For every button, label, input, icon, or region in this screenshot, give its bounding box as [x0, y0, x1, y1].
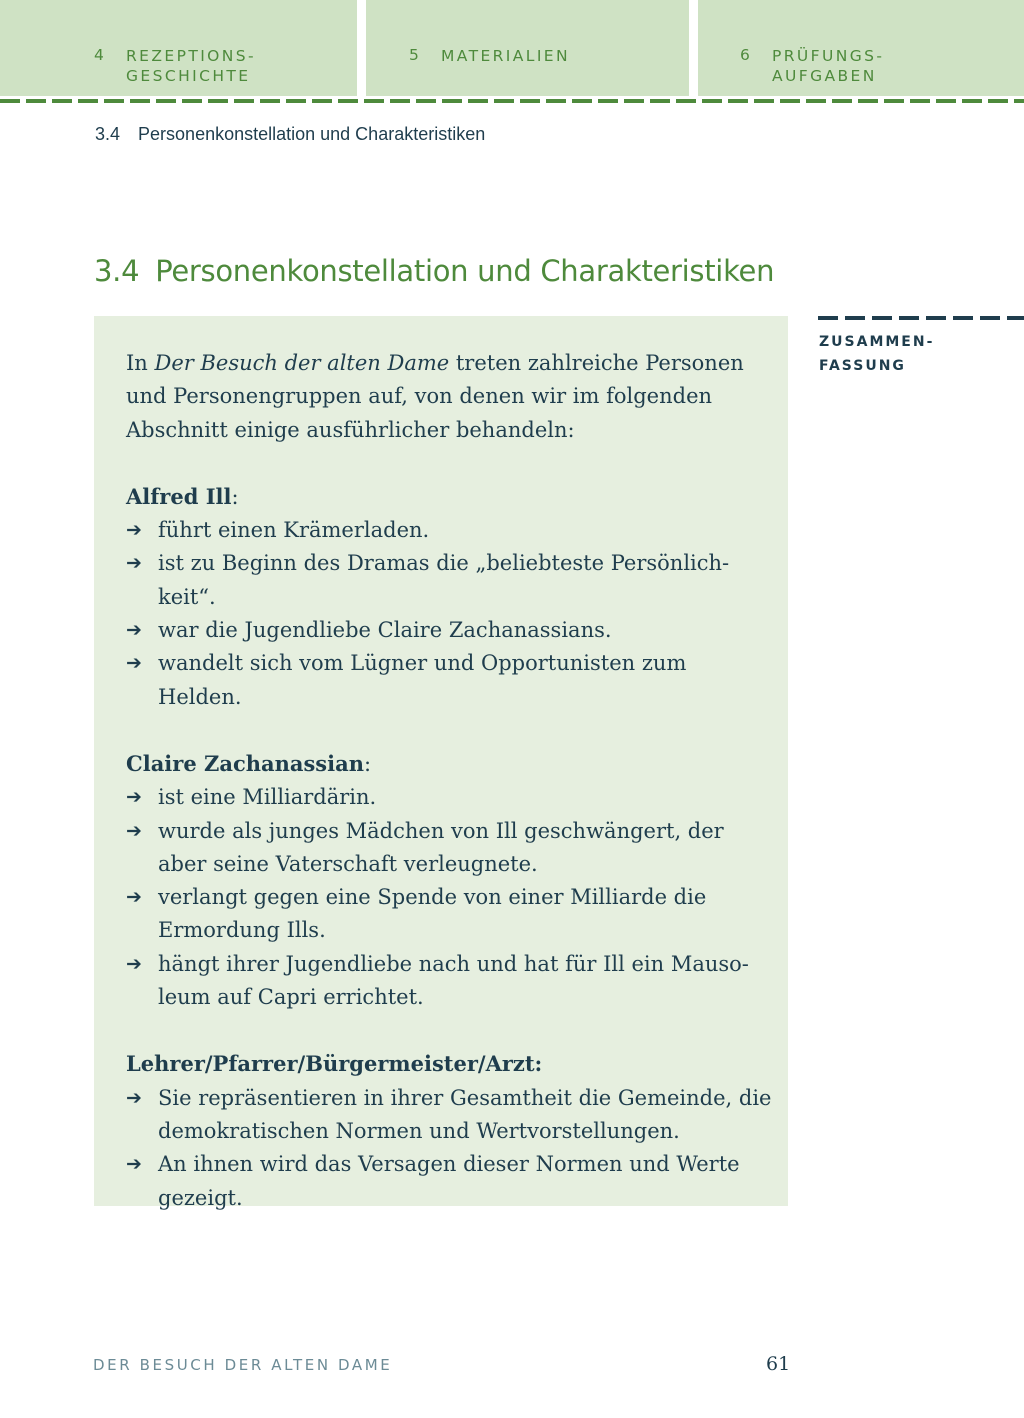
list-item — [126, 948, 776, 1015]
tab-rezeptionsgeschichte[interactable] — [0, 0, 357, 96]
intro-prefix: In — [126, 351, 155, 375]
intro-text: treten zahlreiche Personen und Personengruppen auf, von denen wir im folgenden Abschnitt einige ausführlicher behandeln: — [126, 351, 744, 442]
list-item-text: ist zu Beginn des Dramas die „beliebteste Persönlich-keit“. — [158, 551, 730, 609]
group-heading — [126, 1047, 776, 1081]
tab-label-line: MATERIALIEN — [441, 47, 570, 65]
side-dashed-divider — [818, 316, 1024, 320]
list-item — [126, 614, 776, 647]
list-item — [126, 514, 776, 547]
list-item — [126, 1148, 776, 1215]
arrow-icon: ➔ — [126, 652, 142, 675]
tab-label — [126, 46, 256, 86]
arrow-icon: ➔ — [126, 1086, 142, 1109]
group-list — [126, 781, 776, 1014]
chapter-tabs — [0, 0, 1024, 96]
tab-pruefungsaufgaben[interactable] — [698, 0, 1024, 96]
list-item — [126, 547, 776, 614]
tab-label-line: GESCHICHTE — [126, 67, 251, 85]
footer-book-title: DER BESUCH DER ALTEN DAME — [93, 1356, 393, 1374]
section-number: 3.4 — [94, 254, 140, 288]
arrow-icon: ➔ — [126, 786, 142, 809]
group-list — [126, 1082, 776, 1215]
section-title — [94, 254, 774, 288]
group-heading — [126, 747, 776, 781]
list-item — [126, 781, 776, 814]
list-item — [126, 1082, 776, 1149]
list-item-text: wurde als junges Mädchen von Ill geschwängert, der aber seine Vaterschaft verleugnete. — [158, 818, 724, 876]
arrow-icon: ➔ — [126, 952, 142, 975]
running-head-title: Personenkonstellation und Charakteristiken — [138, 124, 486, 144]
group-name: Alfred Ill — [126, 483, 232, 509]
arrow-icon: ➔ — [126, 1153, 142, 1176]
list-item — [126, 647, 776, 714]
tab-label-line: PRÜFUNGS- — [772, 47, 885, 65]
margin-label-line: ZUSAMMEN- — [819, 334, 935, 350]
list-item-text: An ihnen wird das Versagen dieser Normen und Werte gezeigt. — [158, 1152, 740, 1210]
group-heading — [126, 480, 776, 514]
page-number: 61 — [766, 1353, 791, 1375]
running-head — [95, 124, 485, 145]
tab-label-line: REZEPTIONS- — [126, 47, 256, 65]
list-item-text: Sie repräsentieren in ihrer Gesamtheit die Gemeinde, die demokratischen Normen und Wertvorstellungen. — [158, 1085, 772, 1143]
arrow-icon: ➔ — [126, 552, 142, 575]
section-title-text: Personenkonstellation und Charakteristiken — [155, 254, 775, 288]
margin-label-line: FASSUNG — [819, 358, 906, 374]
list-item — [126, 881, 776, 948]
list-item-text: führt einen Krämerladen. — [158, 518, 430, 543]
arrow-icon: ➔ — [126, 619, 142, 642]
arrow-icon: ➔ — [126, 519, 142, 542]
arrow-icon: ➔ — [126, 819, 142, 842]
group-list — [126, 514, 776, 714]
running-head-number: 3.4 — [95, 124, 121, 144]
list-item-text: war die Jugendliebe Claire Zachanassians. — [158, 618, 612, 643]
list-item-text: verlangt gegen eine Spende von einer Milliarde die Ermordung Ills. — [158, 885, 707, 943]
tab-number: 4 — [94, 46, 107, 64]
margin-label — [819, 330, 934, 378]
intro-paragraph — [126, 347, 776, 447]
tab-label — [441, 46, 570, 66]
group-colon: : — [363, 751, 372, 776]
list-item-text: ist eine Milliardärin. — [158, 785, 377, 810]
dashed-divider — [0, 99, 1024, 103]
group-colon: : — [231, 484, 239, 509]
list-item-text: hängt ihrer Jugendliebe nach und hat für Ill ein Mauso-leum auf Capri errichtet. — [158, 951, 749, 1010]
tab-label-line: AUFGABEN — [772, 67, 877, 85]
intro-work-title: Der Besuch der alten Dame — [154, 351, 450, 375]
group-name: Lehrer/Pfarrer/Bürgermeister/Arzt: — [126, 1051, 543, 1077]
list-item — [126, 815, 776, 882]
list-item-text: wandelt sich vom Lügner und Opportunisten zum Helden. — [158, 651, 687, 709]
tab-materialien[interactable] — [366, 0, 689, 96]
tab-number: 5 — [409, 46, 422, 64]
tab-label — [772, 46, 884, 86]
tab-number: 6 — [740, 46, 753, 64]
summary-content — [126, 347, 776, 1248]
arrow-icon: ➔ — [126, 886, 142, 909]
group-name: Claire Zachanassian — [126, 750, 364, 776]
